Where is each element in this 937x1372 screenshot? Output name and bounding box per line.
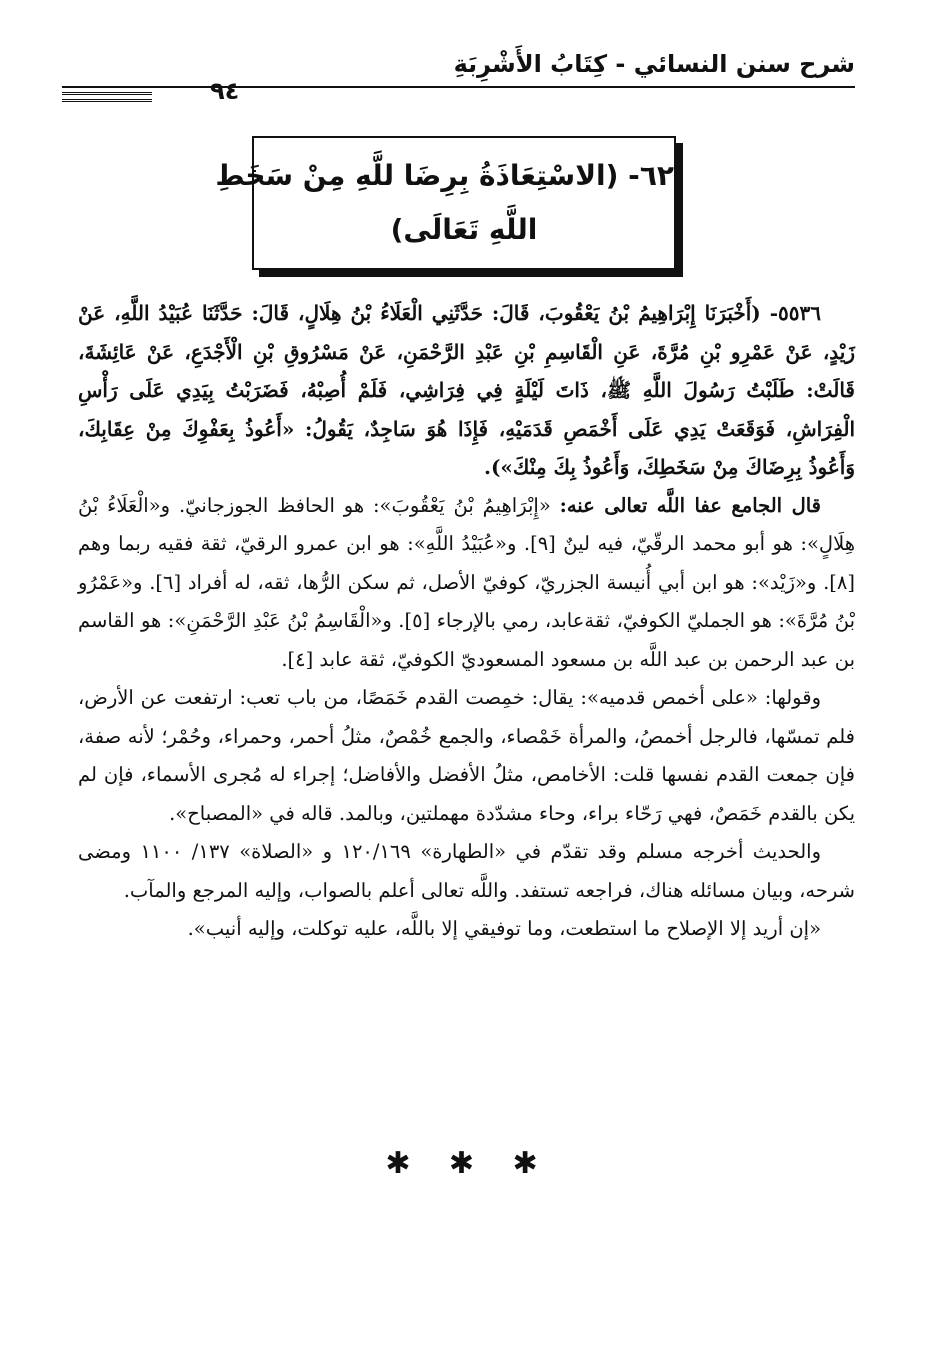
closing-supplication: «إن أريد إلا الإصلاح ما استطعت، وما توفيقي إلا باللَّه، عليه توكلت، وإليه أنيب».: [187, 917, 821, 940]
chapter-title-box: [215, 136, 676, 270]
chapter-title-line-2: اللَّهِ تَعَالَى): [390, 213, 538, 246]
page-body: [78, 294, 855, 949]
page-header: [62, 50, 855, 105]
page-number: ٩٤: [210, 77, 240, 105]
commentary-explanation: وقولها: «على أخمص قدميه»: يقال: خمِصت القدم خَمَصًا، من باب تعب: ارتفعت عن الأرض، فلم تمسّها، فالرجل أخمصُ، والمرأة خَمْصاء، والجمع خُمْصٌ، مثلُ أحمر، وحمراء، وحُمْر؛ لأنه صفة، فإن جمعت القدم نفسها قلت: الأخامص، مثلُ الأفضل والأفاضل؛ إجراء له مُجرى الأسماء، فإن لم يكن بالقدم خَمَصٌ، فهي رَحّاء براء، وحاء مشدّدة مهملتين، وبالمد. قاله في «المصباح».: [78, 686, 855, 825]
narrators-text: «إِبْرَاهِيمُ بْنُ يَعْقُوبَ»: هو الحافظ الجوزجانيّ. و«الْعَلَاءُ بْنُ هِلَالٍ»: هو أبو محمد الرقّيّ، فيه لينٌ [٩]. و«عُبَيْدُ اللَّهِ»: هو ابن عمرو الرقيّ، ثقة فقيه ربما وهم [٨]. و«زَيْد»: هو ابن أبي أُنيسة الجزريّ، كوفيّ الأصل، ثم سكن الرُّها، ثقه، له أفراد [٦]. و«عَمْرُو بْنُ مُرَّةَ»: هو الجمليّ الكوفيّ، ثقةعابد، رمي بالإرجاء [٥]. و«الْقَاسِمُ بْنُ عَبْدِ الرَّحْمَنِ»: هو القاسم بن عبد الرحمن بن عبد اللَّه بن مسعود المسعوديّ الكوفيّ، ثقة عابد [٤].: [78, 493, 856, 671]
hadith-text: ٥٥٣٦- (أَخْبَرَنَا إِبْرَاهِيمُ بْنُ يَعْقُوبَ، قَالَ: حَدَّثَنِي الْعَلَاءُ بْنُ هِلَالٍ، قَالَ: حَدَّثَنَا عُبَيْدُ اللَّهِ، عَنْ زَيْدٍ، عَنْ عَمْرِو بْنِ مُرَّةَ، عَنِ الْقَاسِمِ بْنِ عَبْدِ الرَّحْمَنِ، عَنْ مَسْرُوقِ بْنِ الْأَجْدَعِ، عَنْ عَائِشَةَ، قَالَتْ: طَلَبْتُ رَسُولَ اللَّهِ ﷺ، ذَاتَ لَيْلَةٍ فِي فِرَاشِي، فَلَمْ أُصِبْهُ، فَضَرَبْتُ بِيَدِي عَلَى رَأْسِ الْفِرَاشِ، فَوَقَعَتْ يَدِي عَلَى أَخْمَصِ قَدَمَيْهِ، فَإِذَا هُوَ سَاجِدٌ، يَقُولُ: «أَعُوذُ بِعَفْوِكَ مِنْ عِقَابِكَ، وَأَعُوذُ بِرِضَاكَ مِنْ سَخَطِكَ، وَأَعُوذُ بِكَ مِنْكَ»).: [78, 301, 855, 479]
commentary-intro: قال الجامع عفا اللَّه تعالى عنه:: [559, 493, 821, 517]
header-rule-bar: [62, 92, 152, 102]
commentary-narrators: [78, 487, 855, 680]
header-rule: [62, 86, 855, 88]
commentary-takhrij: والحديث أخرجه مسلم وقد تقدّم في «الطهارة» ١٢٠/١٦٩ و «الصلاة» ١٣٧/ ١١٠٠ ومضى شرحه، وبيان مسائله هناك، فراجعه تستفد. واللَّه تعالى أعلم بالصواب، وإليه المرجع والمآب.: [78, 840, 855, 902]
book-title: شرح سنن النسائي - كِتَابُ الأَشْرِبَةِ: [453, 50, 855, 78]
chapter-title-line-1: ٦٢- (الاسْتِعَاذَةُ بِرِضَا للَّهِ مِنْ سَخَطِ: [215, 159, 674, 192]
section-separator: ✱ ✱ ✱: [385, 1146, 552, 1181]
